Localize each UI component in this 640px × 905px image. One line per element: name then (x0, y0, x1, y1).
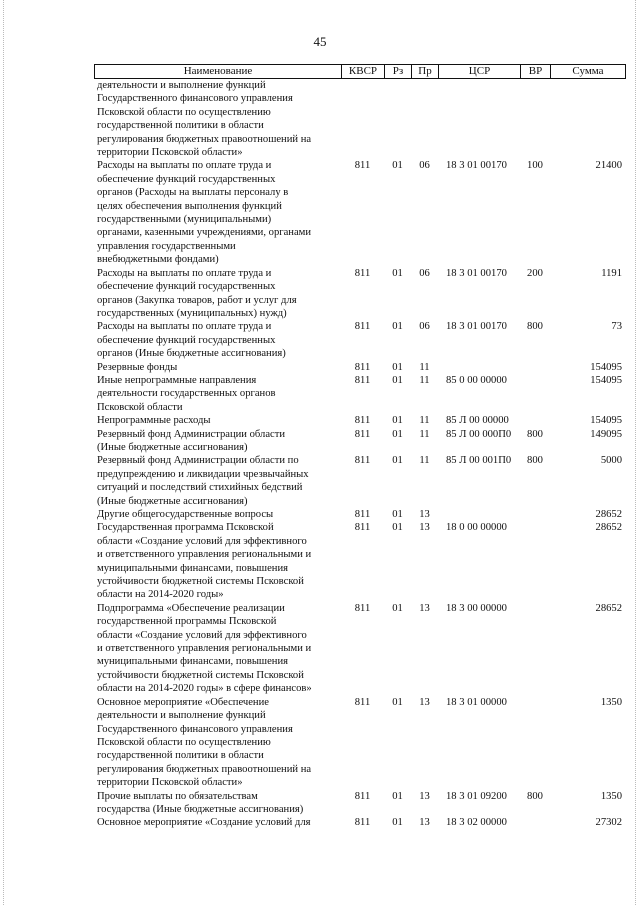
row-name-line: области на 2014-2020 годы» (97, 589, 224, 601)
row-name-line: Резервный фонд Администрации области (97, 428, 286, 440)
row-csr: 85 Л 00 001П0 (446, 455, 512, 467)
row-rz: 01 (392, 602, 403, 614)
row-pr: 06 (419, 160, 430, 172)
row-name-line: государственной политики в области (97, 750, 264, 762)
row-pr: 13 (419, 509, 430, 520)
row-name-line: области на 2014-2020 годы» в сфере финансов» (97, 683, 312, 695)
row-rz: 01 (392, 267, 403, 279)
row-kvsr: 811 (354, 455, 371, 467)
row-name-line: Основное мероприятие «Создание условий для (97, 817, 311, 829)
row-sum: 1350 (600, 790, 622, 802)
row-csr: 18 3 00 00000 (446, 602, 507, 614)
scan-edge-left (3, 0, 5, 905)
row-name-line: области «Создание условий для эффективного (97, 629, 307, 641)
row-vr: 200 (527, 267, 543, 279)
row-name (94, 361, 341, 374)
row-vr (520, 521, 550, 601)
row-rz: 01 (392, 361, 403, 373)
row-name-line: государственных (муниципальных) нужд) (97, 307, 287, 319)
header-pr: Пр (412, 65, 439, 78)
table-row (94, 159, 626, 266)
row-name-line: государственной программы Псковской (97, 616, 277, 628)
row-name-line: деятельности государственных органов (97, 388, 276, 400)
row-kvsr: 811 (354, 160, 371, 172)
row-kvsr: 811 (354, 817, 371, 829)
row-pr: 13 (419, 790, 430, 802)
header-vr: ВР (521, 65, 551, 78)
row-name-line: деятельности и выполнение функций (97, 80, 266, 91)
table-row (94, 521, 626, 601)
row-sum: 154095 (590, 361, 622, 373)
row-name-line: Другие общегосударственные вопросы (97, 509, 274, 520)
table-header (94, 64, 626, 79)
row-name-line: государственной политики в области (97, 120, 264, 132)
row-name-line: устойчивости бюджетной системы Псковской (97, 576, 304, 588)
row-csr: 85 0 00 00000 (446, 374, 507, 386)
row-name-line: и ответственного управления региональными и (97, 549, 312, 561)
row-pr: 06 (419, 321, 430, 333)
row-name-line: Псковской области по осуществлению (97, 736, 271, 748)
row-sum: 154095 (590, 374, 622, 386)
table-row (94, 454, 626, 508)
table-row (94, 790, 626, 817)
row-rz: 01 (392, 522, 403, 534)
row-name-line: Государственного финансового управления (97, 93, 293, 105)
row-csr (438, 79, 520, 159)
row-rz: 01 (392, 817, 403, 829)
row-name-line: Прочие выплаты по обязательствам (97, 790, 258, 802)
row-name-line: и ответственного управления региональными и (97, 643, 312, 655)
row-csr: 18 3 02 00000 (446, 817, 507, 829)
row-vr (520, 602, 550, 696)
row-name-line: обеспечение функций государственных (97, 281, 276, 293)
table-row (94, 79, 626, 159)
header-csr: ЦСР (439, 65, 521, 78)
row-sum: 154095 (590, 415, 622, 427)
row-sum: 73 (611, 321, 622, 333)
row-pr: 06 (419, 267, 430, 279)
row-name-line: регулирования бюджетных правоотношений на (97, 763, 312, 775)
row-pr: 13 (419, 522, 430, 534)
table-row (94, 374, 626, 414)
table-row (94, 428, 626, 455)
row-vr (520, 374, 550, 414)
row-name (94, 428, 341, 455)
row-name-line: органов (Расходы на выплаты персоналу в (97, 187, 289, 199)
row-csr: 85 Л 00 00000 (446, 415, 509, 427)
row-vr (520, 816, 550, 829)
row-name-line: Резервный фонд Администрации области по (97, 455, 299, 467)
row-name (94, 508, 341, 521)
header-kvsr: КВСР (342, 65, 385, 78)
header-rz: Рз (385, 65, 412, 78)
table-row (94, 414, 626, 427)
table-row (94, 508, 626, 521)
scan-edge-right (635, 0, 637, 905)
row-rz: 01 (392, 455, 403, 467)
row-name-line: (Иные бюджетные ассигнования) (97, 441, 248, 453)
row-rz: 01 (392, 696, 403, 708)
row-sum: 28652 (595, 522, 622, 534)
row-name-line: муниципальными финансами, повышения (97, 656, 289, 668)
row-vr: 100 (527, 160, 543, 172)
table-row (94, 267, 626, 321)
page-number: 45 (313, 34, 327, 49)
row-name-line: области «Создание условий для эффективного (97, 535, 307, 547)
row-pr: 11 (419, 428, 430, 440)
row-kvsr (341, 79, 384, 159)
row-name-line: Расходы на выплаты по оплате труда и (97, 160, 272, 172)
row-name-line: Расходы на выплаты по оплате труда и (97, 267, 272, 279)
row-rz: 01 (392, 321, 403, 333)
row-rz: 01 (392, 160, 403, 172)
row-name (94, 816, 341, 829)
row-rz (384, 79, 411, 159)
row-name-line: деятельности и выполнение функций (97, 710, 266, 722)
row-csr: 18 3 01 00170 (446, 321, 507, 333)
row-csr: 18 3 01 09200 (446, 790, 507, 802)
row-name-line: государственными (муниципальными) (97, 214, 272, 226)
row-name-line: органов (Закупка товаров, работ и услуг для (97, 294, 297, 306)
row-sum (550, 79, 624, 159)
row-rz: 01 (392, 415, 403, 427)
row-vr (520, 508, 550, 521)
row-vr: 800 (527, 428, 543, 440)
row-pr: 13 (419, 696, 430, 708)
row-kvsr: 811 (354, 428, 371, 440)
row-csr: 18 3 01 00000 (446, 696, 507, 708)
row-name-line: внебюджетными фондами) (97, 254, 219, 266)
row-kvsr: 811 (354, 602, 371, 614)
row-kvsr: 811 (354, 696, 371, 708)
row-name-line: органами, казенными учреждениями, органами (97, 227, 312, 239)
row-pr: 11 (419, 361, 430, 373)
row-sum: 27302 (595, 817, 622, 829)
row-name-line: Псковской области по осуществлению (97, 106, 271, 118)
row-kvsr: 811 (354, 790, 371, 802)
row-vr (520, 414, 550, 427)
row-kvsr: 811 (354, 321, 371, 333)
row-kvsr: 811 (354, 522, 371, 534)
row-name-line: государства (Иные бюджетные ассигнования) (97, 803, 304, 815)
row-name-line: устойчивости бюджетной системы Псковской (97, 669, 304, 681)
row-vr (520, 79, 550, 159)
row-csr: 18 3 01 00170 (446, 267, 507, 279)
row-vr: 800 (527, 790, 543, 802)
header-sum: Сумма (572, 65, 604, 77)
row-sum: 21400 (595, 160, 622, 172)
row-csr (438, 361, 520, 374)
row-name-line: управления государственными (97, 240, 236, 252)
header-name: Наименование (95, 65, 342, 78)
row-name-line: Иные непрограммные направления (97, 374, 257, 386)
row-name (94, 159, 341, 266)
row-name-line: ситуаций и последствий стихийных бедствий (97, 482, 303, 494)
table-row (94, 602, 626, 696)
row-vr: 800 (527, 455, 543, 467)
row-name (94, 414, 341, 427)
row-pr: 13 (419, 602, 430, 614)
table-row (94, 816, 626, 829)
row-name-line: Непрограммные расходы (97, 415, 211, 427)
table-row (94, 696, 626, 790)
table-row (94, 320, 626, 360)
row-sum: 1350 (600, 696, 622, 708)
row-name (94, 521, 341, 601)
row-kvsr: 811 (354, 509, 371, 520)
row-name-line: территории Псковской области» (97, 777, 243, 789)
row-pr: 13 (419, 817, 430, 829)
row-name-line: обеспечение функций государственных (97, 334, 276, 346)
row-name-line: Основное мероприятие «Обеспечение (97, 696, 269, 708)
row-rz: 01 (392, 428, 403, 440)
row-name-line: регулирования бюджетных правоотношений на (97, 133, 312, 145)
table-row (94, 361, 626, 374)
row-rz: 01 (392, 509, 403, 520)
row-sum: 1191 (601, 267, 622, 279)
row-kvsr: 811 (354, 374, 371, 386)
row-name-line: предупреждению и ликвидации чрезвычайных (97, 468, 309, 480)
table-body (94, 79, 626, 830)
row-kvsr: 811 (354, 415, 371, 427)
row-vr (520, 696, 550, 790)
row-name-line: Резервные фонды (97, 361, 178, 373)
row-sum: 28652 (595, 602, 622, 614)
row-vr: 800 (527, 321, 543, 333)
row-kvsr: 811 (354, 361, 371, 373)
row-name-line: территории Псковской области» (97, 147, 243, 159)
row-name-line: обеспечение функций государственных (97, 173, 276, 185)
row-rz: 01 (392, 374, 403, 386)
row-name-line: органов (Иные бюджетные ассигнования) (97, 348, 286, 360)
row-sum: 149095 (590, 428, 622, 440)
row-name (94, 602, 341, 696)
row-csr: 18 3 01 00170 (446, 160, 507, 172)
row-name-line: Государственного финансового управления (97, 723, 293, 735)
row-pr: 11 (419, 374, 430, 386)
row-name (94, 320, 341, 360)
row-name-line: целях обеспечения выполнения функций (97, 200, 282, 212)
row-name (94, 696, 341, 790)
row-name (94, 374, 341, 414)
row-name-line: Расходы на выплаты по оплате труда и (97, 321, 272, 333)
row-pr (411, 79, 438, 159)
row-name-line: (Иные бюджетные ассигнования) (97, 495, 248, 507)
row-name-line: Подпрограмма «Обеспечение реализации (97, 602, 285, 614)
row-csr: 18 0 00 00000 (446, 522, 507, 534)
row-rz: 01 (392, 790, 403, 802)
row-csr: 85 Л 00 000П0 (446, 428, 512, 440)
row-vr (520, 361, 550, 374)
row-name (94, 790, 341, 817)
row-name (94, 454, 341, 508)
row-name-line: Псковской области (97, 401, 183, 413)
row-pr: 11 (419, 455, 430, 467)
row-sum: 5000 (600, 455, 622, 467)
row-pr: 11 (419, 415, 430, 427)
row-name-line: муниципальными финансами, повышения (97, 562, 289, 574)
row-name-line: Государственная программа Псковской (97, 522, 274, 534)
row-csr (438, 508, 520, 521)
row-name (94, 267, 341, 321)
row-sum: 28652 (595, 509, 622, 520)
row-kvsr: 811 (354, 267, 371, 279)
row-name (94, 79, 341, 159)
